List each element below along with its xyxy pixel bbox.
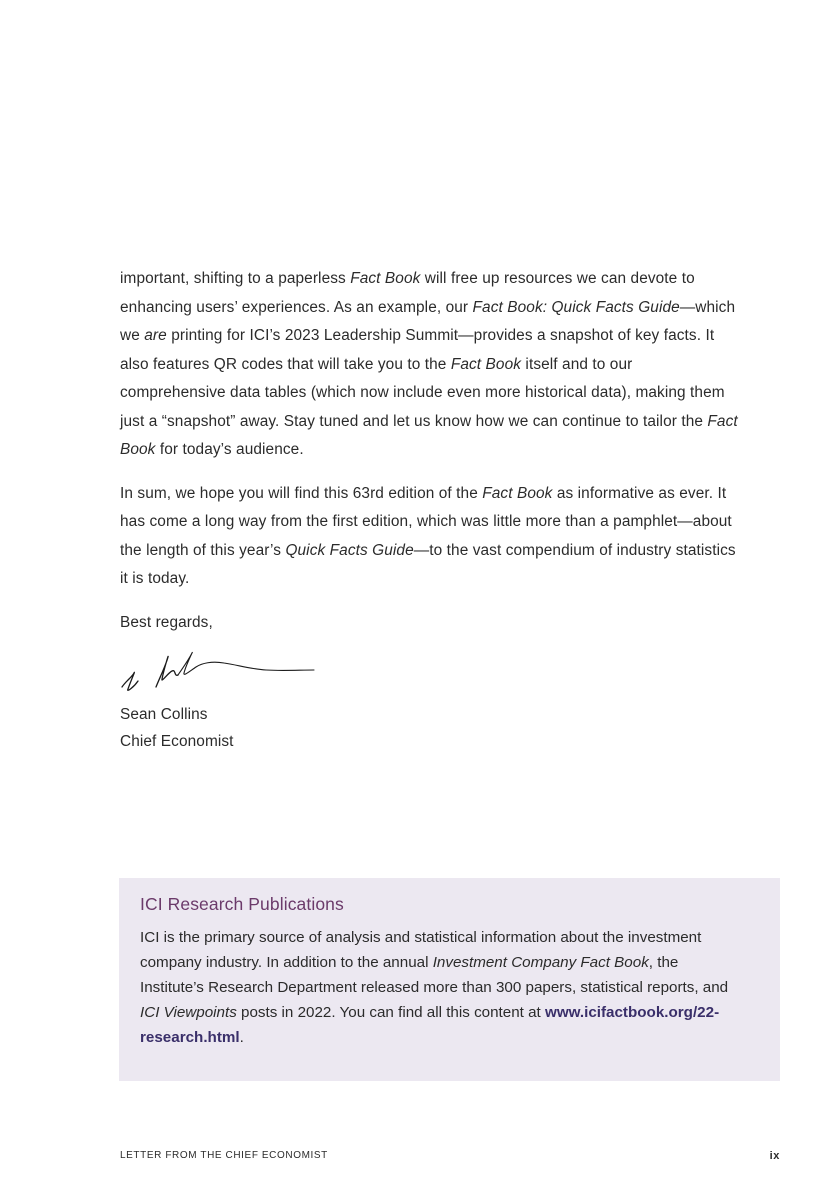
footer-section-label: LETTER FROM THE CHIEF ECONOMIST bbox=[120, 1150, 328, 1161]
closing-line: Best regards, bbox=[120, 613, 213, 631]
italic-title-text: Fact Book: Quick Facts Guide bbox=[472, 298, 680, 316]
text-run: ICI is the primary source of analysis and statistical information about the investment company industry. In addition to the annual bbox=[140, 929, 702, 971]
signer-title: Chief Economist bbox=[120, 733, 234, 750]
text-run: will free up resources we can devote to enhancing users’ experiences. As an example, our bbox=[120, 270, 695, 316]
italic-title-text: Fact Book bbox=[482, 484, 553, 502]
italic-title-text: Investment Company Fact Book bbox=[432, 954, 649, 971]
italic-title-text: ICI Viewpoints bbox=[140, 1004, 237, 1021]
text-run: —which we bbox=[120, 298, 736, 344]
letter-paragraph-2 bbox=[120, 480, 740, 594]
italic-title-text: are bbox=[144, 327, 167, 344]
letter-paragraph-1 bbox=[120, 265, 740, 465]
callout-title: ICI Research Publications bbox=[140, 894, 344, 914]
research-link[interactable]: www.icifactbook.org/22-research.html bbox=[140, 1004, 720, 1046]
research-publications-callout bbox=[119, 878, 780, 1081]
italic-title-text: Fact Book bbox=[350, 270, 421, 287]
signature-image bbox=[120, 643, 320, 695]
text-run: important, shifting to a paperless bbox=[120, 270, 351, 287]
italic-title-text: Quick Facts Guide bbox=[285, 541, 414, 559]
page-number: ix bbox=[769, 1150, 780, 1162]
text-run: itself and to our comprehensive data tables (which now include even more historical data), making them just a “snapshot” away. Stay tuned and let us know how we can continue to tailor the bbox=[120, 355, 725, 430]
callout-body bbox=[140, 925, 740, 1050]
italic-title-text: Fact Book bbox=[120, 412, 738, 458]
letter-body bbox=[120, 265, 740, 755]
text-run: , the Institute’s Research Department released more than 300 papers, statistical reports, and bbox=[140, 954, 729, 996]
text-run: for today’s audience. bbox=[155, 441, 304, 458]
text-run: printing for ICI’s 2023 Leadership Summit—provides a snapshot of key facts. It also features QR codes that will take you to the bbox=[120, 327, 715, 373]
text-run: posts in 2022. You can find all this content at bbox=[236, 1004, 545, 1021]
text-run: In sum, we hope you will find this 63rd edition of the bbox=[120, 484, 483, 502]
text-run: . bbox=[239, 1029, 244, 1046]
signer-name: Sean Collins bbox=[120, 706, 208, 723]
text-run: —to the vast compendium of industry statistics it is today. bbox=[120, 541, 736, 587]
text-run: as informative as ever. It has come a long way from the first edition, which was little more than a pamphlet—about the length of this year’s bbox=[120, 484, 732, 559]
italic-title-text: Fact Book bbox=[450, 355, 522, 373]
